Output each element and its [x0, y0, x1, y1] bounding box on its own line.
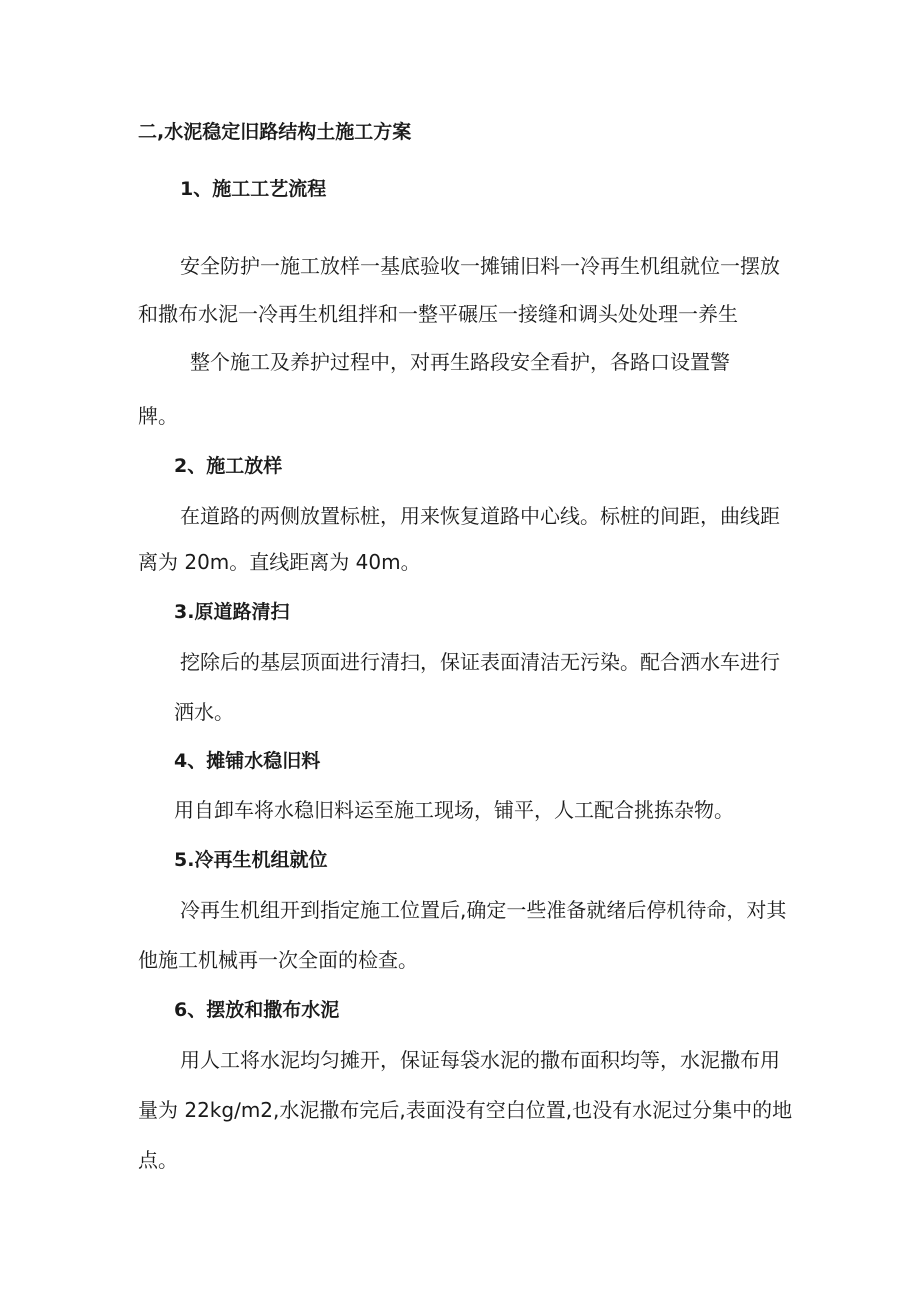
section-2-line-1: 在道路的两侧放置标桩，用来恢复道路中心线。标桩的间距，曲线距: [180, 504, 780, 528]
section-6-line-3: 点。: [138, 1148, 178, 1172]
section-2-line-2: 离为 20m。直线距离为 40m。: [138, 550, 421, 574]
section-1-line-2: 和撒布水泥一冷再生机组拌和一整平碾压一接缝和调头处处理一养生: [138, 302, 738, 326]
section-6-line-1: 用人工将水泥均匀摊开，保证每袋水泥的撒布面积均等，水泥撒布用: [180, 1048, 780, 1072]
section-5-heading: 5.冷再生机组就位: [174, 849, 328, 871]
section-5-line-1: 冷再生机组开到指定施工位置后,确定一些准备就绪后停机待命，对其: [180, 898, 787, 922]
section-1-line-4: 牌。: [138, 404, 178, 428]
section-1-heading: 1、施工工艺流程: [180, 178, 327, 200]
section-1-line-1: 安全防护一施工放样一基底验收一摊铺旧料一冷再生机组就位一摆放: [180, 254, 780, 278]
section-3-line-2: 洒水。: [174, 700, 234, 724]
section-6-heading: 6、摆放和撒布水泥: [174, 999, 340, 1021]
section-1-line-3: 整个施工及养护过程中，对再生路段安全看护，各路口设置警: [190, 350, 730, 374]
section-4-heading: 4、摊铺水稳旧料: [174, 750, 321, 772]
section-3-heading: 3.原道路清扫: [174, 601, 290, 623]
document-title: 二,水泥稳定旧路结构土施工方案: [138, 121, 412, 143]
section-4-line-1: 用自卸车将水稳旧料运至施工现场，铺平，人工配合挑拣杂物。: [174, 798, 734, 822]
section-2-heading: 2、施工放样: [174, 455, 283, 477]
section-5-line-2: 他施工机械再一次全面的检查。: [138, 948, 418, 972]
section-3-line-1: 挖除后的基层顶面进行清扫，保证表面清洁无污染。配合洒水车进行: [180, 650, 780, 674]
section-6-line-2: 量为 22kg∕m2,水泥撒布完后,表面没有空白位置,也没有水泥过分集中的地: [138, 1098, 793, 1122]
